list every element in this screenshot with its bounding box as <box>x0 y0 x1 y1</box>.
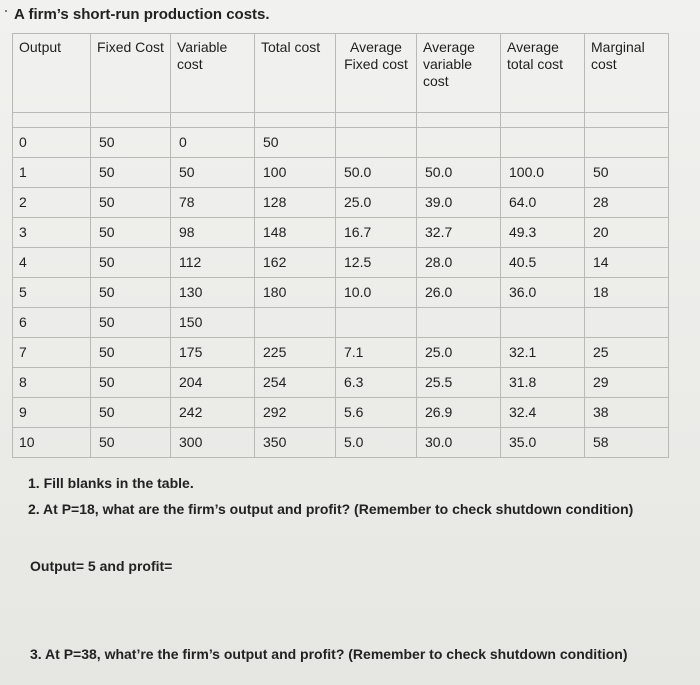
table-row <box>13 338 669 368</box>
header-total-cost: Total cost <box>255 34 336 113</box>
cell-average-variable-cost: 32.7 <box>417 218 501 248</box>
cell-marginal-cost <box>585 308 669 338</box>
cell-fixed-cost: 50 <box>91 278 171 308</box>
page-title: A firm’s short-run production costs. <box>14 6 270 23</box>
cell-fixed-cost: 50 <box>91 398 171 428</box>
cell-total-cost: 100 <box>255 158 336 188</box>
cell-average-variable-cost <box>417 308 501 338</box>
header-output: Output <box>13 34 91 113</box>
header-marginal-cost: Marginal cost <box>585 34 669 113</box>
cell-marginal-cost <box>585 128 669 158</box>
cell-variable-cost: 0 <box>171 128 255 158</box>
cell-average-fixed-cost: 25.0 <box>336 188 417 218</box>
cell-variable-cost: 204 <box>171 368 255 398</box>
table-row <box>13 188 669 218</box>
cell-total-cost: 225 <box>255 338 336 368</box>
cell-fixed-cost: 50 <box>91 338 171 368</box>
cell-variable-cost: 78 <box>171 188 255 218</box>
cell-output: 7 <box>13 338 91 368</box>
cell-average-total-cost: 32.4 <box>501 398 585 428</box>
table-row <box>13 308 669 338</box>
cell-average-fixed-cost: 10.0 <box>336 278 417 308</box>
cell-total-cost: 350 <box>255 428 336 458</box>
cell-marginal-cost: 25 <box>585 338 669 368</box>
cell-average-total-cost: 31.8 <box>501 368 585 398</box>
cell-average-variable-cost: 25.0 <box>417 338 501 368</box>
cell-variable-cost: 130 <box>171 278 255 308</box>
cell-average-variable-cost: 26.9 <box>417 398 501 428</box>
table-row <box>13 278 669 308</box>
table-spacer-row <box>13 113 669 128</box>
header-fixed-cost: Fixed Cost <box>91 34 171 113</box>
cell-total-cost: 180 <box>255 278 336 308</box>
cell-output: 9 <box>13 398 91 428</box>
cell-output: 3 <box>13 218 91 248</box>
cell-total-cost <box>255 308 336 338</box>
cell-fixed-cost: 50 <box>91 368 171 398</box>
cell-average-fixed-cost: 16.7 <box>336 218 417 248</box>
cell-output: 4 <box>13 248 91 278</box>
cell-marginal-cost: 58 <box>585 428 669 458</box>
stray-mark <box>5 10 7 12</box>
cell-total-cost: 148 <box>255 218 336 248</box>
cell-variable-cost: 50 <box>171 158 255 188</box>
table-header-row <box>13 34 669 113</box>
cell-marginal-cost: 14 <box>585 248 669 278</box>
question-3: 3. At P=38, what’re the firm’s output and profit? (Remember to check shutdown condition) <box>30 646 628 662</box>
cell-fixed-cost: 50 <box>91 248 171 278</box>
cell-variable-cost: 175 <box>171 338 255 368</box>
cell-variable-cost: 98 <box>171 218 255 248</box>
cell-average-total-cost: 32.1 <box>501 338 585 368</box>
cell-marginal-cost: 38 <box>585 398 669 428</box>
cost-table <box>12 33 669 458</box>
cell-total-cost: 254 <box>255 368 336 398</box>
cell-fixed-cost: 50 <box>91 128 171 158</box>
cell-average-variable-cost: 25.5 <box>417 368 501 398</box>
header-variable-cost: Variable cost <box>171 34 255 113</box>
cell-variable-cost: 112 <box>171 248 255 278</box>
question-2: 2. At P=18, what are the firm’s output and profit? (Remember to check shutdown condition) <box>28 501 634 517</box>
cell-total-cost: 162 <box>255 248 336 278</box>
cell-output: 8 <box>13 368 91 398</box>
cell-average-variable-cost: 39.0 <box>417 188 501 218</box>
cell-marginal-cost: 50 <box>585 158 669 188</box>
table-row <box>13 128 669 158</box>
cell-output: 1 <box>13 158 91 188</box>
cell-average-fixed-cost: 50.0 <box>336 158 417 188</box>
cell-total-cost: 292 <box>255 398 336 428</box>
cell-average-fixed-cost: 5.0 <box>336 428 417 458</box>
cell-fixed-cost: 50 <box>91 158 171 188</box>
cell-fixed-cost: 50 <box>91 308 171 338</box>
cell-marginal-cost: 29 <box>585 368 669 398</box>
header-average-variable-cost: Average variable cost <box>417 34 501 113</box>
cell-variable-cost: 150 <box>171 308 255 338</box>
cell-average-total-cost <box>501 308 585 338</box>
header-average-fixed-cost: Average Fixed cost <box>336 34 417 113</box>
cell-marginal-cost: 28 <box>585 188 669 218</box>
cell-average-variable-cost: 30.0 <box>417 428 501 458</box>
cell-average-variable-cost: 26.0 <box>417 278 501 308</box>
cell-average-total-cost: 100.0 <box>501 158 585 188</box>
questions-block <box>28 470 633 522</box>
table-row <box>13 428 669 458</box>
table-row <box>13 248 669 278</box>
cell-average-fixed-cost <box>336 128 417 158</box>
cell-marginal-cost: 20 <box>585 218 669 248</box>
cell-output: 2 <box>13 188 91 218</box>
header-average-total-cost: Average total cost <box>501 34 585 113</box>
cell-average-total-cost <box>501 128 585 158</box>
question-1: 1. Fill blanks in the table. <box>28 475 194 491</box>
cell-average-total-cost: 49.3 <box>501 218 585 248</box>
cell-fixed-cost: 50 <box>91 188 171 218</box>
cell-marginal-cost: 18 <box>585 278 669 308</box>
cell-variable-cost: 242 <box>171 398 255 428</box>
cell-average-variable-cost <box>417 128 501 158</box>
cell-fixed-cost: 50 <box>91 218 171 248</box>
table-row <box>13 368 669 398</box>
table-row <box>13 398 669 428</box>
cell-output: 5 <box>13 278 91 308</box>
table-row <box>13 158 669 188</box>
cell-average-total-cost: 36.0 <box>501 278 585 308</box>
cell-average-total-cost: 35.0 <box>501 428 585 458</box>
cell-output: 0 <box>13 128 91 158</box>
cell-average-variable-cost: 50.0 <box>417 158 501 188</box>
cell-average-fixed-cost: 5.6 <box>336 398 417 428</box>
cell-fixed-cost: 50 <box>91 428 171 458</box>
cell-average-variable-cost: 28.0 <box>417 248 501 278</box>
cell-average-fixed-cost: 12.5 <box>336 248 417 278</box>
cell-output: 6 <box>13 308 91 338</box>
cell-average-fixed-cost: 7.1 <box>336 338 417 368</box>
table-row <box>13 218 669 248</box>
cell-total-cost: 50 <box>255 128 336 158</box>
answer-line: Output= 5 and profit= <box>30 558 173 574</box>
cell-variable-cost: 300 <box>171 428 255 458</box>
cell-average-fixed-cost: 6.3 <box>336 368 417 398</box>
cell-average-total-cost: 40.5 <box>501 248 585 278</box>
cell-average-fixed-cost <box>336 308 417 338</box>
cell-total-cost: 128 <box>255 188 336 218</box>
cell-average-total-cost: 64.0 <box>501 188 585 218</box>
cell-output: 10 <box>13 428 91 458</box>
